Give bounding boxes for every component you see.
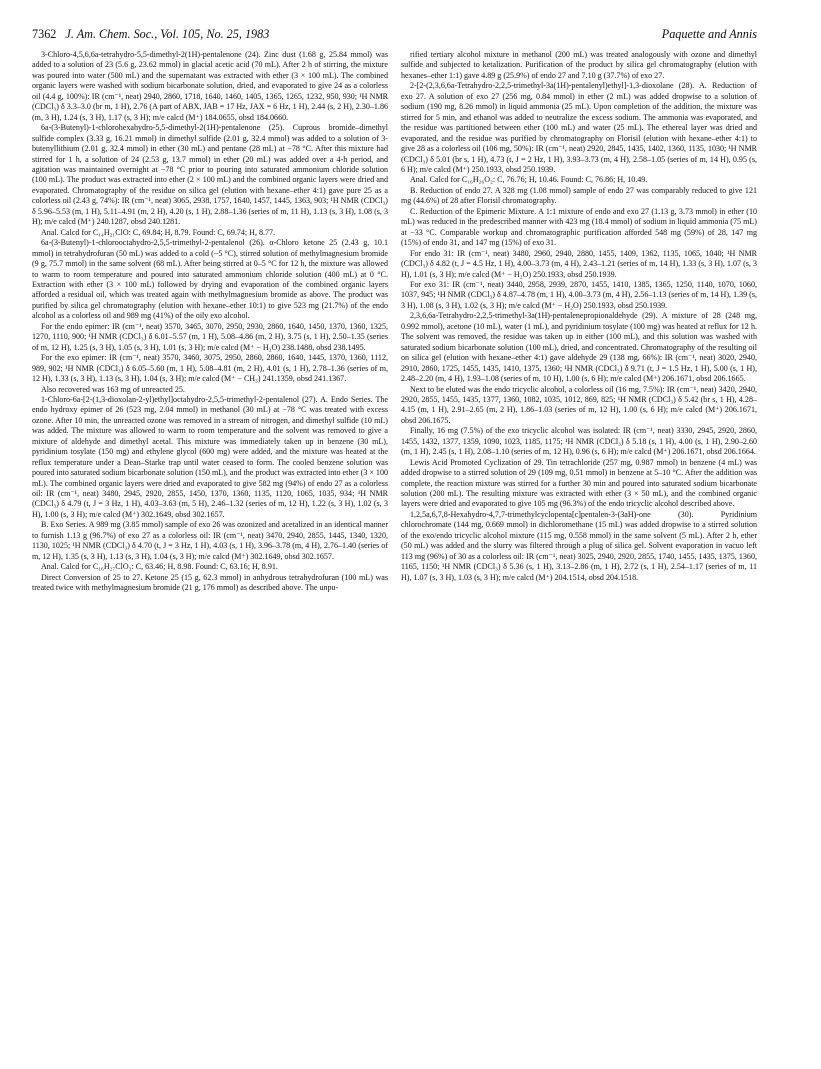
- paragraph: 2,3,6,6a-Tetrahydro-2,2,5-trimethyl-3a(1H)-pentalenepropionaldehyde (29). A mixture of 28 (248 mg, 0.992 mmol), acetone (10 mL), water (1 mL), and pyridinium tosylate (100 mg) was heated at reflux for 12 h. The solvent was removed, the residue was taken up in either (100 mL), and this solution was washed with saturated sodium bicarbonate solution (100 mL), dried, and concentrated. Chromatography of the resulting oil on silica gel (elution with hexane–ether 4:1) gave aldehyde 29 (138 mg, 66%): IR (cm⁻¹, neat) 3020, 2940, 2910, 2860, 1725, 1455, 1435, 1410, 1375, 1360; ¹H NMR (CDCl₃) δ 9.71 (t, J = 1.5 Hz, 1 H), 5.00 (s, 1 H), 2.48–2.20 (m, 4 H), 1.93–1.08 (series of m, 10 H), 1.00 (s, 6 H); m/e calcd (M⁺) 206.1671, obsd 206.1665.: [401, 311, 757, 384]
- paragraph: For endo 31: IR (cm⁻¹, neat) 3480, 2960, 2940, 2880, 1455, 1409, 1362, 1135, 1065, 1040; ¹H NMR (CDCl₃) δ 4.82 (t, J = 4.5 Hz, 1 H), 4.00–3.73 (m, 4 H), 2.43–1.21 (series of m, 14 H), 1.33 (s, 3 H), 1.07 (s, 3 H), 1.01 (s, 3 H); m/e calcd (M⁺ − H₂O) 250.1933, obsd 250.1939.: [401, 248, 757, 279]
- paragraph: Also recovered was 163 mg of unreacted 25.: [41, 384, 185, 394]
- paragraph: Lewis Acid Promoted Cyclization of 29. Tin tetrachloride (257 mg, 0.987 mmol) in benzene (4 mL) was added dropwise to a stirred solution of 29 (109 mg, 0.51 mmol) in benzene at 5–10 °C. After the addition was complete, the reaction mixture was stirred for a further 30 min and poured into saturated sodium bicarbonate solution (200 mL). The resulting mixture was extracted with ether (3 × 50 mL), and the combined organic layers were dried and evaporated to give 105 mg (96.3%) of the endo tricyclic alcohol described above.: [401, 457, 757, 509]
- paragraph: Anal. Calcd for C₁₆H₂₆O₂: C, 76.76; H, 10.46. Found: C, 76.86; H, 10.49.: [410, 175, 648, 185]
- paragraph: rified tertiary alcohol mixture in methanol (200 mL) was treated analogously with ozone and dimethyl sulfide and subjected to ketalization. Purification of the product by silica gel chromatography (elution with hexanes–ether 1:1) gave 4.89 g (25.9%) of endo 27 and 7.10 g (37.7%) of exo 27.: [401, 50, 757, 80]
- paragraph: B. Reduction of endo 27. A 328 mg (1.08 mmol) sample of endo 27 was comparably reduced to give 121 mg (44.6%) of 28 after Florisil chromatography.: [401, 185, 757, 206]
- paragraph: 2-[2-(2,3,6,6a-Tetrahydro-2,2,5-trimethyl-3a(1H)-pentalenyl)ethyl]-1,3-dioxolane (28). A. Reduction of exo 27. A solution of exo 27 (256 mg, 0.84 mmol) in ether (2 mL) was added dropwise to a solution of sodium (190 mg, 8.26 mmol) in liquid ammonia (25 mL). Upon completion of the addition, the mixture was stirred for 5 min, and ethanol was added to neutralize the excess sodium. The ammonia was evaporated, and the residue was partitioned between ether (100 mL) and water (25 mL). The ethereal layer was dried and evaporated, and the residue was purified by chromatography on Florisil (elution with hexane–ether 4:1) to give 28 as a colorless oil (106 mg, 50%): IR (cm⁻¹, neat) 2920, 2845, 1435, 1402, 1360, 1135, 1030; ¹H NMR (CDCl₃) δ 5.01 (br s, 1 H), 4.73 (t, J = 2 Hz, 1 H), 3.93–3.73 (m, 4 H), 2.58–1.05 (series of m, 14 H), 0.95 (s, 6 H); m/e calcd (M⁺) 250.1933, obsd 250.1939.: [401, 81, 757, 174]
- paragraph: For the endo epimer: IR (cm⁻¹, neat) 3570, 3465, 3070, 2950, 2930, 2860, 1640, 1450, 1370, 1360, 1325, 1270, 1110, 900; ¹H NMR (CDCl₃) δ 6.01–5.57 (m, 1 H), 5.08–4.86 (m, 2 H), 3.75 (s, 1 H), 2.50–1.35 (series of m, 12 H), 1.25 (s, 3 H), 1.05 (s, 3 H), 1.01 (s, 3 H); m/e calcd (M⁺ − H₂O) 238.1488, obsd 238.1495.: [32, 321, 388, 352]
- paragraph: For the exo epimer: IR (cm⁻¹, neat) 3570, 3460, 3075, 2950, 2860, 2860, 1640, 1445, 1370, 1360, 1112, 989, 902; ¹H NMR (CDCl₃) δ 6.05–5.60 (m, 1 H), 5.08–4.81 (m, 2 H), 4.01 (s, 1 H), 2.78–1.36 (series of m, 12 H), 1.33 (s, 3 H), 1.13 (s, 3 H), 1.04 (s, 3 H); m/e calcd (M⁺ − CH₃) 241.1359, obsd 241.1367.: [32, 353, 388, 384]
- paragraph: 1-Chloro-6a-[2-(1,3-dioxolan-2-yl)ethyl]octahydro-2,5,5-trimethyl-2-pentalenol (27). A. Endo Series. The endo hydroxy epimer of 26 (523 mg, 2.04 mmol) in methanol (30 mL) at −78 °C was treated with excess ozone. After 10 min, the unreacted ozone was removed in a stream of nitrogen, and dimethyl sulfide (10 mL) was added. The mixture was allowed to warm to room temperature and the solvent was removed to give a mixture of aldehyde and dimethyl acetal. This mixture was immediately taken up in benzene (30 mL), pyridinium tosylate (150 mg) and ethylene glycol (600 mg) were added, and the mixture was heated at the reflux temperature under a Dean–Starke trap until water ceased to form. The cooled benzene solution was poured into saturated sodium bicarbonate solution (150 mL), and the product was extracted into ether (3 × 100 mL). The combined organic layers were dried and evaporated to give 582 mg (94%) of endo 27 as a colorless oil: IR (cm⁻¹, neat) 3480, 2945, 2920, 2855, 1450, 1370, 1360, 1135, 1120, 1065, 1035, 934; ¹H NMR (CDCl₃) δ 4.79 (t, J = 3 Hz, 1 H), 4.03–3.63 (m, 5 H), 2.46–1.32 (series of m, 12 H), 1.22 (s, 3 H), 1.02 (s, 3 H), 1.00 (s, 3 H); m/e calcd (M⁺) 302.1649, obsd 302.1657.: [32, 394, 388, 519]
- paragraph: 3-Chloro-4,5,6,6a-tetrahydro-5,5-dimethyl-2(1H)-pentalenone (24). Zinc dust (1.68 g, 25.84 mmol) was added to a solution of 23 (5.6 g, 23.62 mmol) in glacial acetic acid (70 mL). After 2 h of stirring, the mixture was poured into water (500 mL) and the supernatant was extracted with ether (3 × 100 mL). The combined organic layers were washed with sodium bicarbonate solution, dried, and evaporated to give 24 as a colorless oil (4.4 g, 100%): IR (cm⁻¹, neat) 2940, 2860, 1718, 1640, 1460, 1405, 1365, 1265, 1232, 950, 930; ¹H NMR (CDCl₃) δ 3.3–3.0 (br m, 1 H), 2.76 (A part of ABX, JAB = 17 Hz, JAX = 6 Hz, 1 H), 2.44 (s, 2 H), 2.30–1.86 (m, 3 H), 1.24 (s, 3 H), 1.17 (s, 3 H); m/e calcd (M⁺) 184.0655, obsd 184.0660.: [32, 50, 388, 122]
- paragraph: Anal. Calcd for C₁₆H₂₇ClO₃: C, 63.46; H, 8.98. Found: C, 63.16; H, 8.91.: [41, 562, 278, 572]
- paragraph: For exo 31: IR (cm⁻¹, neat) 3440, 2958, 2939, 2870, 1455, 1410, 1385, 1365, 1250, 1140, 1070, 1060, 1037, 945; ¹H NMR (CDCl₃) δ 4.87–4.78 (m, 1 H), 4.00–3.73 (m, 4 H), 2.56–1.13 (series of m, 14 H), 1.39 (s, 3 H), 1.08 (s, 3 H), 1.02 (s, 3 H); m/e calcd (M⁺ − H₂O) 250.1933, obsd 250.1939.: [401, 279, 757, 310]
- page-header: [32, 26, 757, 42]
- right-text-column: [401, 50, 757, 1060]
- paragraph: Anal. Calcd for C₁₄H₂₁ClO: C, 69.84; H, 8.79. Found: C, 69.74; H, 8.77.: [41, 227, 276, 237]
- paragraph: 6a-(3-Butenyl)-1-chlorohexahydro-5,5-dimethyl-2(1H)-pentalenone (25). Cuprous bromide–dimethyl sulfide complex (3.33 g, 16.21 mmol) in dimethyl sulfide (2.01 g, 32.4 mmol) was added to a solution of 3-butenyllithium (2.01 g, 32.4 mmol) in ether (30 mL) and pentane (28 mL) at −78 °C. After this mixture had stirred for 1 h, a solution of 24 (2.53 g, 13.7 mmol) in ether (20 mL) was added over a 4-h period, and agitation was maintained overnight at −78 °C prior to pouring into saturated ammonium chloride solution (100 mL). The product was extracted into ether (2 × 100 mL) and the combined organic layers were dried and evaporated. Chromatography of the residue on silica gel (elution with hexane–ether 4:1) gave pure 25 as a colorless oil (2.43 g, 74%): IR (cm⁻¹, neat) 3065, 2938, 1757, 1640, 1457, 1445, 1363, 903; ¹H NMR (CDCl₃) δ 5.96–5.53 (m, 1 H), 5.11–4.91 (m, 2 H), 4.20 (s, 1 H), 2.88–1.36 (series of m, 11 H), 1.13 (s, 3 H), 1.08 (s, 3 H); m/e calcd (M⁺) 240.1287, obsd 240.1281.: [32, 123, 388, 227]
- left-text-column: [32, 50, 388, 1060]
- paragraph: C. Reduction of the Epimeric Mixture. A 1:1 mixture of endo and exo 27 (1.13 g, 3.73 mmol) in ether (10 mL) was reduced in the predescribed manner with 423 mg (18.4 mmol) of sodium in liquid ammonia (75 mL) at −33 °C. Comparable workup and chromatographic purification afforded 548 mg (59%) of 28, 147 mg (15%) of endo 31, and 147 mg (15%) of exo 31.: [401, 206, 757, 248]
- page-number: 7362: [32, 27, 57, 41]
- running-head-left: [32, 26, 269, 42]
- paragraph: Direct Conversion of 25 to 27. Ketone 25 (15 g, 62.3 mmol) in anhydrous tetrahydrofuran (100 mL) was treated twice with methylmagnesium bromide (21 g, 176 mmol) as described above. The unpu-: [32, 572, 388, 593]
- journal-citation: J. Am. Chem. Soc., Vol. 105, No. 25, 1983: [65, 27, 270, 41]
- paragraph: 6a-(3-Butenyl)-1-chlorooctahydro-2,5,5-trimethyl-2-pentalenol (26). α-Chloro ketone 25 (2.43 g, 10.1 mmol) in tetrahydrofuran (50 mL) was added to a cold (−5 °C), stirred solution of methylmagnesium bromide (9 g, 75.7 mmol) in the same solvent (68 mL). After being stirred at 0–5 °C for 12 h, the mixture was allowed to warm to room temperature and poured into saturated ammonium chloride solution (400 mL) at 0 °C. Extraction with ether (3 × 100 mL) followed by drying and evaporation of the combined organic layers afforded a residual oil, which was treated again with methylmagnesium bromide as above. The product was purified by silica gel chromatography (elution with hexane–ether 10:1) to give 523 mg (21.7%) of the endo alcohol as a colorless oil and 989 mg (41%) of the oily exo alcohol.: [32, 238, 388, 321]
- paragraph: B. Exo Series. A 989 mg (3.85 mmol) sample of exo 26 was ozonized and acetalized in an identical manner to furnish 1.13 g (96.7%) of exo 27 as a colorless oil: IR (cm⁻¹, neat) 3470, 2940, 2855, 1445, 1340, 1320, 1130, 1025; ¹H NMR (CDCl₃) δ 4.70 (t, J = 3 Hz, 1 H), 4.03 (s, 1 H), 3.96–3.78 (m, 4 H), 2.76–1.40 (series of m, 12 H), 1.35 (s, 3 H), 1.13 (s, 3 H), 1.04 (s, 3 H); m/e calcd (M⁺) 302.1649, obsd 302.1657.: [32, 520, 388, 561]
- paragraph: Finally, 16 mg (7.5%) of the exo tricyclic alcohol was isolated: IR (cm⁻¹, neat) 3330, 2945, 2920, 2860, 1455, 1432, 1377, 1359, 1090, 1023, 1185, 1175; ¹H NMR (CDCl₃) δ 5.18 (s, 1 H), 4.00 (s, 1 H), 2.90–2.60 (m, 1 H), 2.45 (s, 1 H), 2.08–1.10 (series of m, 12 H), 0.96 (s, 6 H); m/e calcd (M⁺) 206.1671, obsd 206.1664.: [401, 426, 757, 457]
- paragraph: Next to be eluted was the endo tricyclic alcohol, a colorless oil (16 mg, 7.5%): IR (cm⁻¹, neat) 3420, 2940, 2920, 2855, 1455, 1435, 1377, 1360, 1082, 1035, 1012, 869, 825; ¹H NMR (CDCl₃) δ 5.42 (br s, 1 H), 4.28–4.15 (m, 1 H), 2.91–2.65 (m, 2 H), 1.86–1.03 (series of m, 12 H), 1.00 (s, 6 H); m/e calcd (M⁺) 206.1671, obsd 206.1675.: [401, 384, 757, 425]
- paragraph: 1,2,5a,6,7,8-Hexahydro-4,7,7-trimethylcyclopenta[c]pentalen-3-(3aH)-one (30). Pyridinium chlorochromate (144 mg, 0.669 mmol) in dichloromethane (15 mL) was added dropwise to a stirred solution of the exo/endo tricyclic alcohol mixture (115 mg, 0.558 mmol) in the same solvent (5 mL). After 2 h, ether (50 mL) was added and the slurry was filtered through a plug of silica gel. Solvent evaporation in vacuo left 113 mg (96%) of 30 as a colorless oil: IR (cm⁻¹, neat) 3025, 2940, 2920, 2855, 1740, 1455, 1435, 1375, 1360, 1165, 1150; ¹H NMR (CDCl₃) δ 5.36 (s, 1 H), 3.13–2.86 (m, 1 H), 2.72 (s, 1 H), 2.54–1.17 (series of m, 11 H), 1.07 (s, 3 H), 1.03 (s, 3 H); m/e calcd (M⁺) 204.1514, obsd 204.1518.: [401, 509, 757, 582]
- running-head-authors: Paquette and Annis: [661, 27, 757, 41]
